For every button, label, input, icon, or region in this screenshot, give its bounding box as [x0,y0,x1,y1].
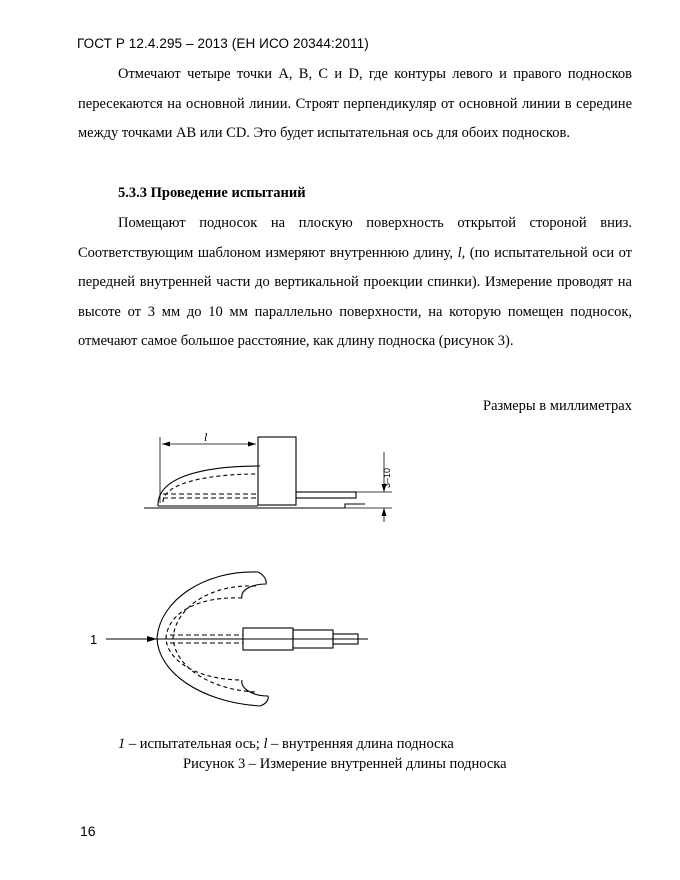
arrow-length-left [162,442,170,447]
paragraph-test-axis: Отмечают четыре точки А, В, С и D, где контуры левого и правого подносков пересекаются на основной линии. Строят перпендикуляр от основной линии в середине между точками АВ или CD. Это будет испытательная ось для обоих подносков. [78,66,632,141]
plan-back-bottom [242,680,268,706]
paragraph-text-end: , (по испытательной оси от передней внутренней части до вертикальной проекции спинки). Измерение проводят на высоте от 3 мм до 10 мм параллельно поверхности, на которую помещен подносок, отмечают самое большое расстояние, как длину подноска (рисунок 3). [78,244,633,349]
template-block [258,437,296,505]
top-view [106,572,368,706]
symbol-l: l [457,244,462,261]
template-rod [296,492,356,498]
figure-caption: Рисунок 3 – Измерение внутренней длины подноска [183,756,507,772]
legend-key-l: l [263,736,268,752]
dim-height-label: 3–10 [382,467,392,488]
legend-key-1: 1 [118,736,126,752]
section-heading: 5.3.3 Проведение испытаний [118,185,306,201]
document-header: ГОСТ Р 12.4.295 – 2013 (ЕН ИСО 20344:2011) [77,36,369,51]
toe-cap-outer [158,466,260,506]
paragraph-test-procedure [78,209,632,357]
paragraph-text-start: Помещают подносок на плоскую поверхность открытой стороной вниз. Соответствующим шаблоном измеряют внутреннюю длину, [78,215,632,261]
figure-3-drawing [80,420,460,720]
callout-arrow [147,636,157,642]
callout-label: 1 [90,632,98,647]
side-view [144,437,392,522]
arrow-height-bottom [382,508,387,516]
figure-legend [118,734,454,754]
dim-length-label: l [204,430,208,444]
plan-back-top [242,572,266,598]
page-number: 16 [80,823,96,839]
arrow-length-right [248,442,256,447]
legend-text-1: – испытательная ось; [125,736,264,752]
legend-text-2: – внутренняя длина подноска [267,736,454,752]
sizes-note: Размеры в миллиметрах [483,398,632,414]
top-view-arrow [147,636,157,642]
